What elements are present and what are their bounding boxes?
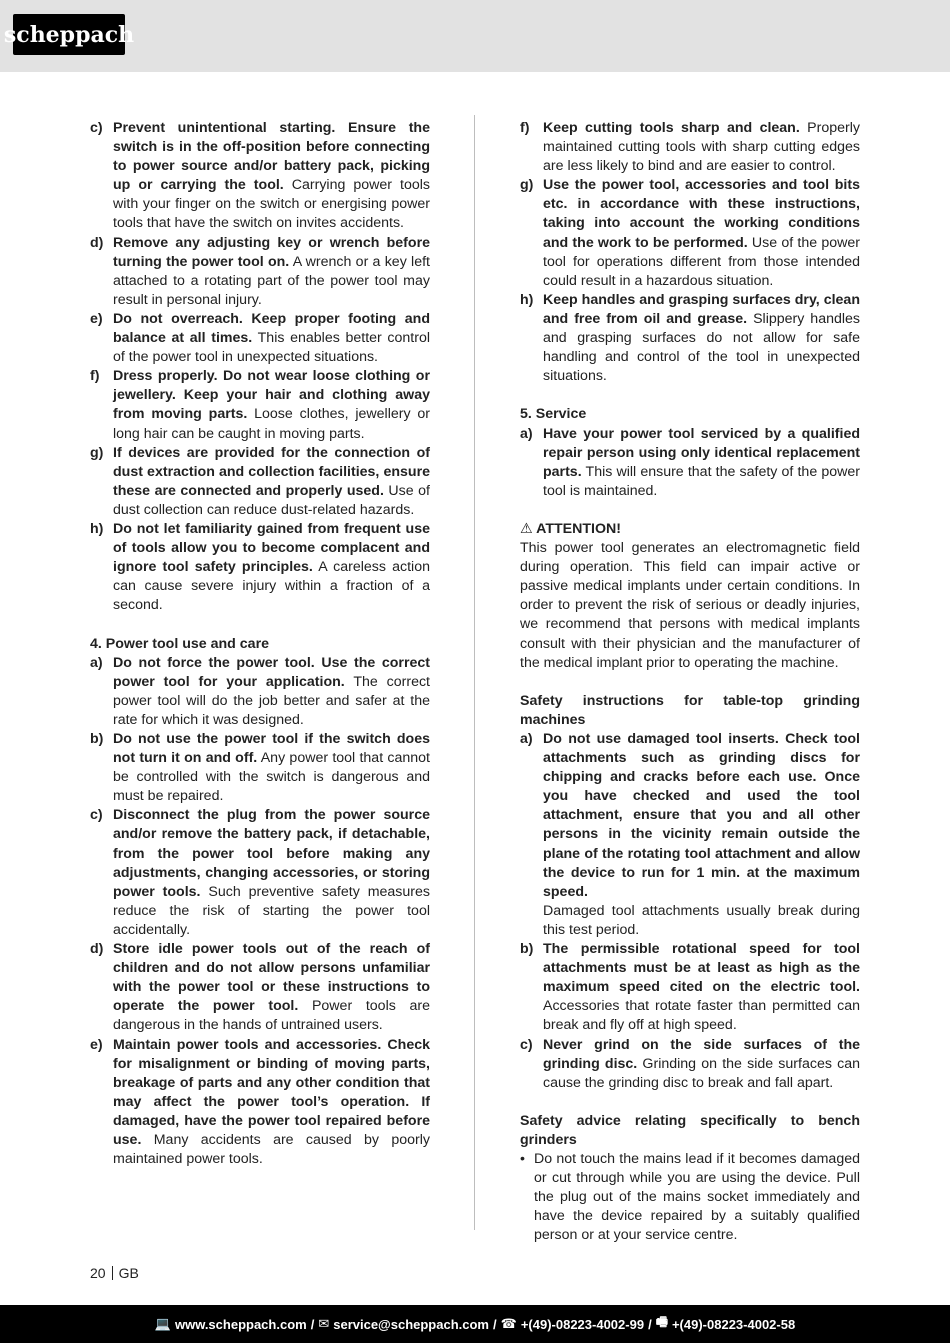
email-icon: ✉ [318,1316,330,1331]
page-number: 20 GB [90,1265,139,1281]
list-item: • Do not touch the mains lead if it becomes damaged or cut through while you are using the device. Pull the plug out of the mains socket immediately and have the device repaired by a suitably qualified person or at your service centre. [520,1151,860,1244]
section-title-power-tool-use: 4. Power tool use and care [90,635,269,652]
list-item: g) Use the power tool, accessories and tool bits etc. in accordance with these instructions, taking into account the working conditions and the work to be performed. Use of the power tool for operations different from those intended could result in a hazardous situation. [520,177,860,289]
list-item: b) Do not use the power tool if the switch does not turn it on and off. Any power tool that cannot be controlled with the switch is dangerous and must be repaired. [90,731,430,805]
footer-phone: +(49)-08223-4002-99 [520,1316,645,1332]
list-item: e) Maintain power tools and accessories. Check for misalignment or binding of moving parts, breakage of parts and any other condition that may affect the power tool’s operation. If damaged, have the power tool repaired before use. Many accidents are caused by poorly maintained power tools. [90,1036,430,1168]
phone-icon: ☎ [500,1316,517,1331]
section-title-grinding: Safety instructions for table-top grinding machines [520,692,860,728]
page-footer: 💻 www.scheppach.com / ✉ service@scheppach.com / ☎ +(49)-08223-4002-99 / 🖷 +(49)-08223-4002-58 [0,1305,950,1343]
page-header [0,0,950,72]
right-column [520,119,860,1246]
list-item: g) If devices are provided for the connection of dust extraction and collection facilities, ensure these are connected and properly used. Use of dust collection can reduce dust-related hazards. [90,444,430,518]
left-column [90,119,430,1169]
scheppach-logo: scheppach [13,14,125,55]
list-item: d) Store idle power tools out of the reach of children and do not allow persons unfamiliar with the power tool or these instructions to operate the power tool. Power tools are dangerous in the hands of untrained users. [90,941,430,1034]
list-item: c) Prevent unintentional starting. Ensure the switch is in the off-position before connecting to power source and/or battery pack, picking up or carrying the tool. Carrying power tools with your finger on the switch or energising power tools that have the switch on invites accidents. [90,120,430,232]
section-title-service: 5. Service [520,406,587,423]
list-item: d) Remove any adjusting key or wrench before turning the power tool on. A wrench or a key left attached to a rotating part of the power tool may result in personal injury. [90,234,430,308]
list-item: c) Never grind on the side surfaces of the grinding disc. Grinding on the side surfaces can cause the grinding disc to break and fall apart. [520,1036,860,1091]
left-items-2 [90,654,430,1170]
footer-fax: +(49)-08223-4002-58 [671,1316,796,1332]
list-item: h) Keep handles and grasping surfaces dry, clean and free from oil and grease. Slippery handles and grasping surfaces do not allow for safe handling and control of the tool in unexpected situations. [520,291,861,385]
list-item: f) Dress properly. Do not wear loose clothing or jewellery. Keep your hair and clothing away from moving parts. Loose clothes, jewellery or long hair can be caught in moving parts. [90,368,431,442]
list-item: c) Disconnect the plug from the power source and/or remove the battery pack, if detachable, from the power tool before making any adjustments, changing accessories, or storing power tools. Such preventive safety measures reduce the risk of starting the power tool accidentally. [90,807,430,938]
list-item: a) Have your power tool serviced by a qualified repair person using only identical replacement parts. This will ensure that the safety of the power tool is maintained. [520,425,860,499]
list-item: h) Do not let familiarity gained from frequent use of tools allow you to become complacent and ignore tool safety principles. A careless action can cause severe injury within a fraction of a second. [90,520,430,614]
left-items-1 [90,119,430,615]
footer-web[interactable]: www.scheppach.com [174,1316,307,1332]
column-divider [474,115,475,1230]
list-item: a) Do not use damaged tool inserts. Check tool attachments such as grinding discs for chipping and cracks before each use. Once you have checked and used the tool attachment, ensure that you and all other persons in the vicinity remain outside the plane of the rotating tool attachment and allow the device to run for 1 min. at the maximum speed. Damaged tool attachments usually break during this test period. [520,731,860,938]
list-item: e) Do not overreach. Keep proper footing and balance at all times. This enables better control of the power tool in unexpected situations. [90,310,431,366]
computer-icon: 💻 [154,1316,171,1331]
list-item: a) Do not force the power tool. Use the correct power tool for your application. The correct power tool will do the job better and safer at the rate for which it was designed. [90,654,430,728]
fax-icon: 🖷 [655,1314,668,1329]
footer-email[interactable]: service@scheppach.com [333,1316,489,1332]
section-title-bench-grinders: Safety advice relating specifically to bench grinders [520,1112,860,1148]
right-items-1 [520,119,860,386]
attention-text: This power tool generates an electromagnetic field during operation. This field can impair active or passive medical implants under certain conditions. In order to prevent the risk of serious or deadly injuries, we recommend that persons with medical implants consult with their physician and the manufacturer of the medical implant prior to operating the machine. [520,540,860,671]
list-item: b) The permissible rotational speed for tool attachments must be at least as high as the maximum speed cited on the electric tool. Accessories that rotate faster than permitted can break and fly off at high speed. [520,941,860,1034]
attention-title: ⚠ ATTENTION! [520,520,621,537]
list-item: f) Keep cutting tools sharp and clean. Properly maintained cutting tools with sharp cutting edges are less likely to bind and are easier to control. [520,120,860,175]
